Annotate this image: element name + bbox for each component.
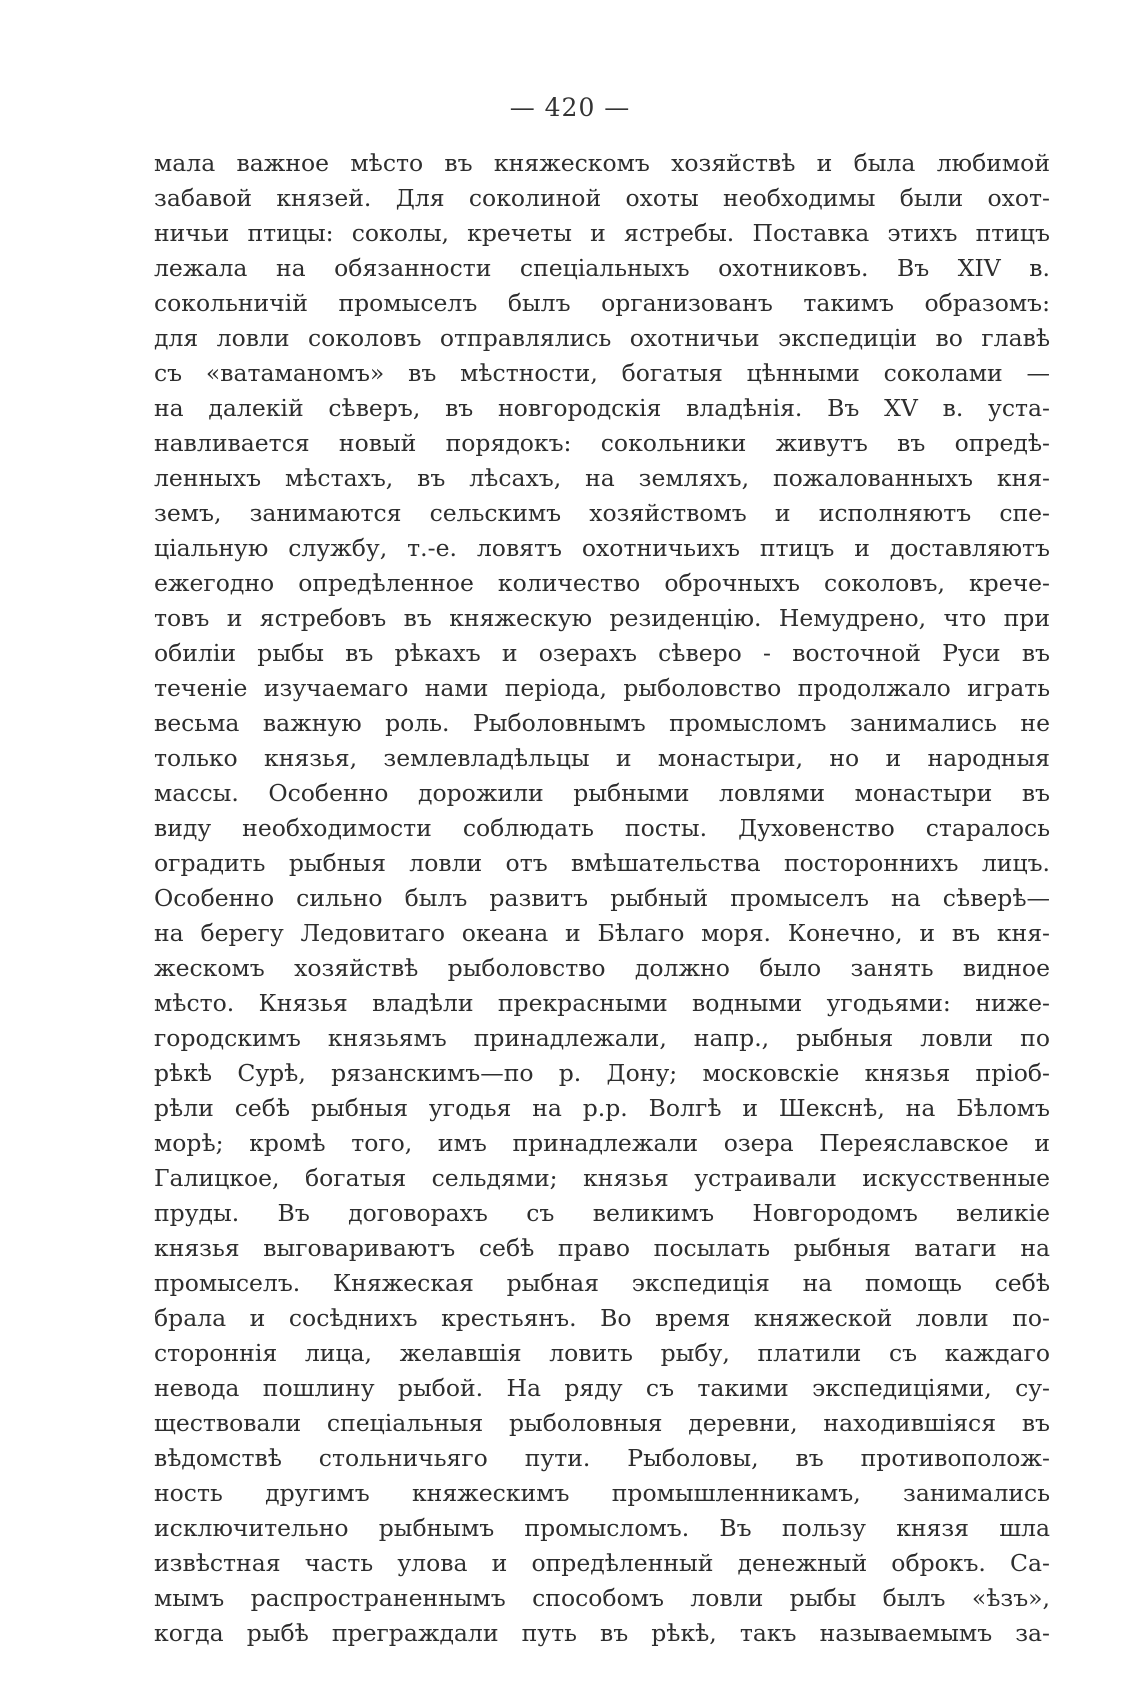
- text-line: невода пошлину рыбой. На ряду съ такими экспедиціями, су-: [154, 1374, 1050, 1402]
- text-line: мала важное мѣсто въ княжескомъ хозяйствѣ и была любимой: [154, 149, 1050, 177]
- text-line: ществовали спеціальныя рыболовныя деревни, находившіяся въ: [154, 1409, 1050, 1437]
- text-line: ленныхъ мѣстахъ, въ лѣсахъ, на земляхъ, пожалованныхъ кня-: [154, 464, 1050, 492]
- text-line: сокольничій промыселъ былъ организованъ такимъ образомъ:: [154, 289, 1050, 317]
- text-line: земъ, занимаются сельскимъ хозяйствомъ и исполняютъ спе-: [154, 499, 1050, 527]
- text-line: ность другимъ княжескимъ промышленникамъ, занимались: [154, 1479, 1050, 1507]
- text-line: жескомъ хозяйствѣ рыболовство должно было занять видное: [154, 954, 1050, 982]
- text-line: массы. Особенно дорожили рыбными ловлями монастыри въ: [154, 779, 1050, 807]
- text-line: забавой князей. Для соколиной охоты необходимы были охот-: [154, 184, 1050, 212]
- text-line: промыселъ. Княжеская рыбная экспедиція на помощь себѣ: [154, 1269, 1050, 1297]
- text-line: морѣ; кромѣ того, имъ принадлежали озера Переяславское и: [154, 1129, 1050, 1157]
- text-line: пруды. Въ договорахъ съ великимъ Новгородомъ великіе: [154, 1199, 1050, 1227]
- text-line: когда рыбѣ преграждали путь въ рѣкѣ, такъ называемымъ за-: [154, 1619, 1050, 1647]
- text-line: лежала на обязанности спеціальныхъ охотниковъ. Въ XIV в.: [154, 254, 1050, 282]
- text-line: извѣстная часть улова и опредѣленный денежный оброкъ. Са-: [154, 1549, 1050, 1577]
- text-line: рѣли себѣ рыбныя угодья на р.р. Волгѣ и Шекснѣ, на Бѣломъ: [154, 1094, 1050, 1122]
- text-line: мѣсто. Князья владѣли прекрасными водными угодьями: ниже-: [154, 989, 1050, 1017]
- text-line: оградить рыбныя ловли отъ вмѣшательства постороннихъ лицъ.: [154, 849, 1050, 877]
- text-line: товъ и ястребовъ въ княжескую резиденцію. Немудрено, что при: [154, 604, 1050, 632]
- text-line: рѣкѣ Сурѣ, рязанскимъ—по р. Дону; московскіе князья пріоб-: [154, 1059, 1050, 1087]
- text-line: на берегу Ледовитаго океана и Бѣлаго моря. Конечно, и въ кня-: [154, 919, 1050, 947]
- text-line: на далекій сѣверъ, въ новгородскія владѣнія. Въ XV в. уста-: [154, 394, 1050, 422]
- text-line: брала и сосѣднихъ крестьянъ. Во время княжеской ловли по-: [154, 1304, 1050, 1332]
- text-line: Галицкое, богатыя сельдями; князья устраивали искусственные: [154, 1164, 1050, 1192]
- text-line: только князья, землевладѣльцы и монастыри, но и народныя: [154, 744, 1050, 772]
- text-line: стороннія лица, желавшія ловить рыбу, платили съ каждаго: [154, 1339, 1050, 1367]
- text-line: виду необходимости соблюдать посты. Духовенство старалось: [154, 814, 1050, 842]
- text-line: вѣдомствѣ стольничьяго пути. Рыболовы, въ противополож-: [154, 1444, 1050, 1472]
- text-line: обиліи рыбы въ рѣкахъ и озерахъ сѣверо - восточной Руси въ: [154, 639, 1050, 667]
- text-line: весьма важную роль. Рыболовнымъ промысломъ занимались не: [154, 709, 1050, 737]
- text-line: для ловли соколовъ отправлялись охотничьи экспедиціи во главѣ: [154, 324, 1050, 352]
- text-line: ежегодно опредѣленное количество оброчныхъ соколовъ, крече-: [154, 569, 1050, 597]
- text-line: Особенно сильно былъ развитъ рыбный промыселъ на сѣверѣ—: [154, 884, 1050, 912]
- text-line: исключительно рыбнымъ промысломъ. Въ пользу князя шла: [154, 1514, 1050, 1542]
- page-number: — 420 —: [509, 93, 631, 122]
- text-line: навливается новый порядокъ: сокольники живутъ въ опредѣ-: [154, 429, 1050, 457]
- text-line: ціальную службу, т.-е. ловятъ охотничьихъ птицъ и доставляютъ: [154, 534, 1050, 562]
- text-line: съ «ватаманомъ» въ мѣстности, богатыя цѣнными соколами —: [154, 359, 1050, 387]
- body-text: [154, 146, 1050, 1651]
- text-line: городскимъ князьямъ принадлежали, напр., рыбныя ловли по: [154, 1024, 1050, 1052]
- text-line: теченіе изучаемаго нами періода, рыболовство продолжало играть: [154, 674, 1050, 702]
- text-line: князья выговариваютъ себѣ право посылать рыбныя ватаги на: [154, 1234, 1050, 1262]
- text-line: ничьи птицы: соколы, кречеты и ястребы. Поставка этихъ птицъ: [154, 219, 1050, 247]
- text-line: мымъ распространеннымъ способомъ ловли рыбы былъ «ѣзъ»,: [154, 1584, 1050, 1612]
